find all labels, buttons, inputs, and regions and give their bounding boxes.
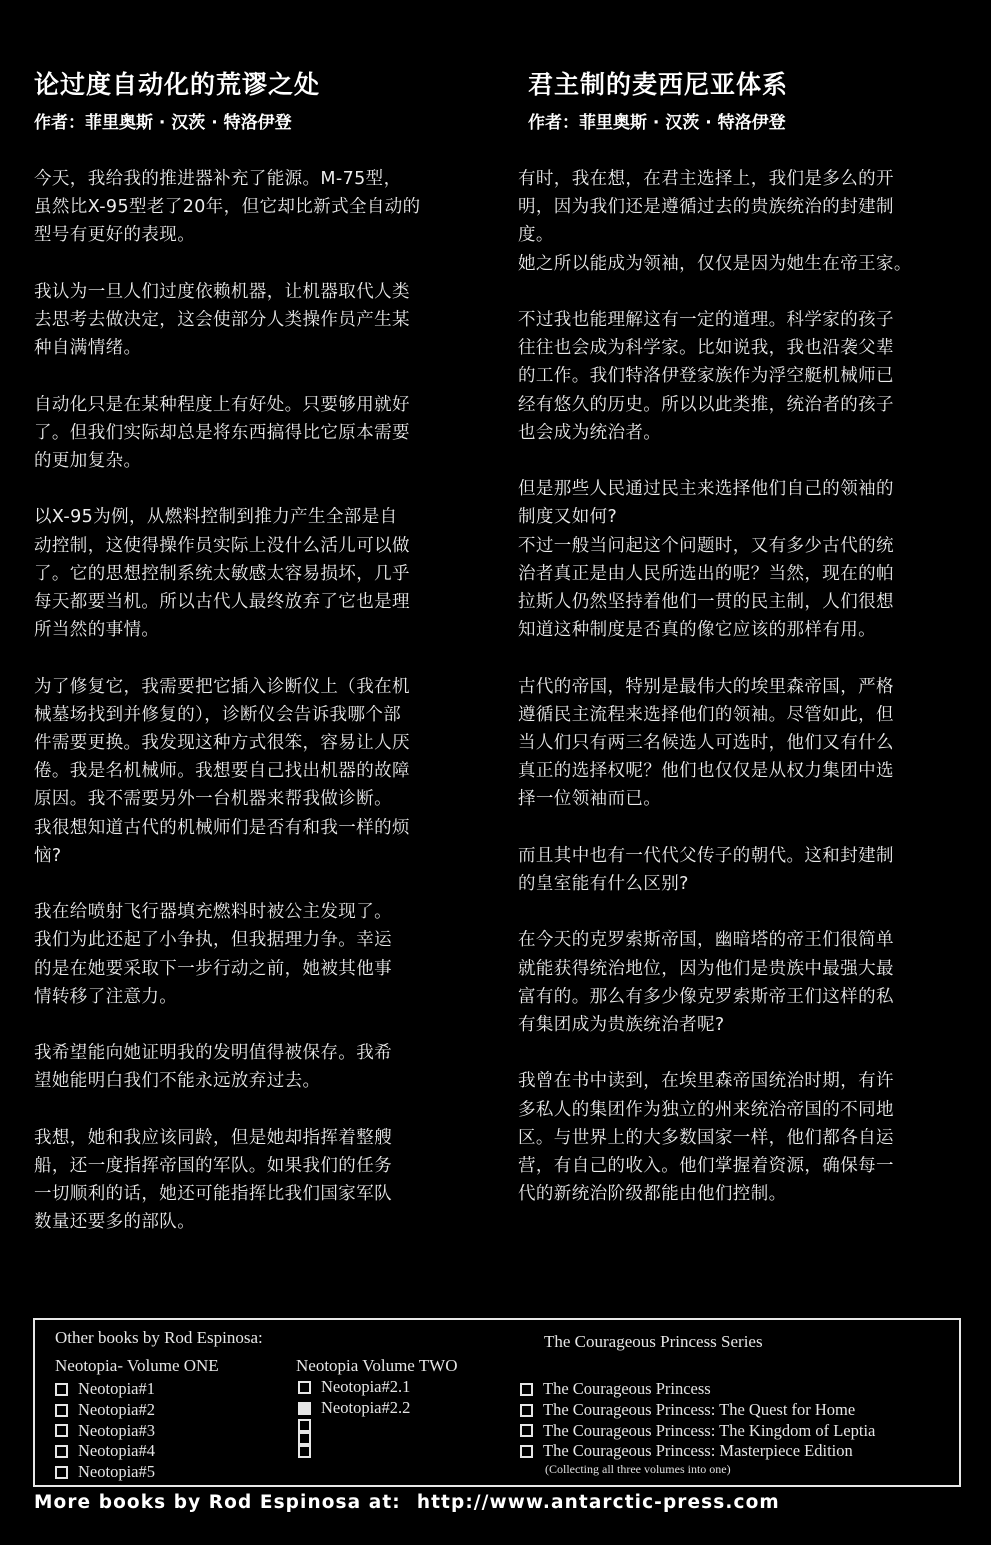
- list-item: [298, 1432, 410, 1445]
- checkbox: [520, 1424, 533, 1437]
- book-title: Neotopia#2: [78, 1399, 155, 1419]
- checkbox: [55, 1424, 68, 1437]
- checkbox: [520, 1404, 533, 1417]
- left-article: [34, 60, 489, 1265]
- courageous-princess-list: [520, 1379, 875, 1462]
- book-title: The Courageous Princess: Masterpiece Edition: [543, 1441, 853, 1461]
- footer-label: More books by Rod Espinosa at:: [34, 1492, 401, 1513]
- book-title: Neotopia#1: [78, 1379, 155, 1398]
- right-article: [518, 60, 966, 1237]
- footer: [34, 1492, 964, 1513]
- paragraph: 古代的帝国，特别是最伟大的埃里森帝国，严格 遵循民主流程来选择他们的领袖。尽管如此，但 当人们只有两三名候选人可选时，他们又有什么 真正的选择权呢？他们也仅仅是从权力集团中选 择一位领袖而已。: [518, 676, 894, 810]
- neotopia-vol2-title: Neotopia Volume TWO: [296, 1356, 458, 1375]
- book-title: Neotopia#5: [78, 1462, 155, 1482]
- list-item: [55, 1462, 155, 1483]
- courageous-princess-series-title: The Courageous Princess Series: [544, 1332, 763, 1351]
- right-article-title: 君主制的麦西尼亚体系: [528, 70, 789, 99]
- list-item: [520, 1441, 875, 1462]
- paragraph: 今天，我给我的推进器补充了能源。M-75型， 虽然比X-95型老了20年，但它却比新式全自动的 型号有更好的表现。: [34, 169, 421, 246]
- paragraph: 有时，我在想，在君主选择上，我们是多么的开 明，因为我们还是遵循过去的贵族统治的封建制 度。 她之所以能成为领袖，仅仅是因为她生在帝王家。: [518, 169, 912, 274]
- neotopia-vol1-list: [55, 1379, 155, 1483]
- paragraph: 以X-95为例，从燃料控制到推力产生全部是自 动控制，这使得操作员实际上没什么活儿可以做 了。它的思想控制系统太敏感太容易损坏，几乎 每天都要当机。所以古代人最终放弃了它也是理 所当然的事情。: [34, 507, 410, 641]
- website-link[interactable]: http://www.antarctic-press.com: [416, 1492, 780, 1513]
- paragraph: 自动化只是在某种程度上有好处。只要够用就好 了。但我们实际却总是将东西搞得比它原本需要 的更加复杂。: [34, 394, 410, 471]
- list-item: [298, 1445, 410, 1458]
- paragraph: 不过我也能理解这有一定的道理。科学家的孩子 往往也会成为科学家。比如说我，我也沿袭父辈 的工作。我们特洛伊登家族作为浮空艇机械师已 经有悠久的历史。所以以此类推，统治者的孩子 也会成为统治者。: [518, 310, 894, 443]
- checkbox: [55, 1404, 68, 1417]
- paragraph: 但是那些人民通过民主来选择他们自己的领袖的 制度又如何? 不过一般当问起这个问题时，又有多少古代的统 治者真正是由人民所选出的呢？当然，现在的帕 拉斯人仍然坚持着他们一贯的民主制，人们很想 知道这种制度是否真的像它应该的那样有用。: [518, 479, 894, 641]
- list-item: [55, 1441, 155, 1462]
- neotopia-vol1-title: Neotopia- Volume ONE: [55, 1356, 219, 1375]
- list-item: [55, 1379, 155, 1400]
- list-item: [55, 1400, 155, 1421]
- checkbox: [55, 1383, 68, 1396]
- neotopia-vol2-list: [298, 1377, 410, 1458]
- paragraph: 而且其中也有一代代父传子的朝代。这和封建制 的皇室能有什么区别?: [518, 845, 894, 895]
- masterpiece-note: (Collecting all three volumes into one): [545, 1462, 731, 1476]
- checkbox: [520, 1383, 533, 1396]
- paragraph: 我曾在书中读到，在埃里森帝国统治时期，有许 多私人的集团作为独立的州来统治帝国的不同地 区。与世界上的大多数国家一样，他们都各自运 营，有自己的收入。他们掌握着资源，确保每一 代的新统治阶级都能由他们控制。: [518, 1071, 894, 1205]
- book-title: The Courageous Princess: [543, 1379, 711, 1398]
- checkbox: [298, 1445, 311, 1458]
- list-item: [55, 1421, 155, 1442]
- other-books-box: [33, 1318, 961, 1487]
- paragraph: 我想，她和我应该同龄，但是她却指挥着整艘 船，还一度指挥帝国的军队。如果我们的任务 一切顺利的话，她还可能指挥比我们国家军队 数量还要多的部队。: [34, 1127, 392, 1233]
- book-title: Neotopia#2.1: [321, 1377, 411, 1396]
- book-title: The Courageous Princess: The Kingdom of Leptia: [543, 1420, 876, 1440]
- paragraph: 我认为一旦人们过度依赖机器，让机器取代人类 去思考去做决定，这会使部分人类操作员产生某 种自满情绪。: [34, 281, 410, 359]
- checkbox: [55, 1445, 68, 1458]
- list-item: [298, 1398, 410, 1419]
- other-books-heading: Other books by Rod Espinosa:: [55, 1328, 263, 1347]
- book-title: Neotopia#4: [78, 1441, 155, 1461]
- book-title: The Courageous Princess: The Quest for Home: [543, 1399, 856, 1419]
- checkbox: [298, 1432, 311, 1445]
- paragraph: 我希望能向她证明我的发明值得被保存。我希 望她能明白我们不能永远放弃过去。: [34, 1043, 392, 1092]
- list-item: [298, 1377, 410, 1398]
- left-article-author: 作者：菲里奥斯 · 汉茨 · 特洛伊登: [34, 113, 292, 133]
- list-item: [520, 1400, 875, 1421]
- left-article-title: 论过度自动化的荒谬之处: [34, 70, 321, 99]
- list-item: [520, 1379, 875, 1400]
- list-item: [298, 1419, 410, 1432]
- list-item: [520, 1421, 875, 1442]
- checkbox: [55, 1466, 68, 1479]
- checkbox: [298, 1402, 311, 1415]
- right-article-author: 作者：菲里奥斯 · 汉茨 · 特洛伊登: [528, 113, 786, 133]
- checkbox: [298, 1419, 311, 1432]
- book-title: Neotopia#3: [78, 1420, 155, 1440]
- paragraph: 在今天的克罗索斯帝国，幽暗塔的帝王们很简单 就能获得统治地位，因为他们是贵族中最强大最 富有的。那么有多少像克罗索斯帝王们这样的私 有集团成为贵族统治者呢?: [518, 930, 894, 1036]
- checkbox: [298, 1381, 311, 1394]
- checkbox: [520, 1445, 533, 1458]
- book-title: Neotopia#2.2: [321, 1397, 411, 1417]
- paragraph: 为了修复它，我需要把它插入诊断仪上（我在机 械墓场找到并修复的），诊断仪会告诉我哪个部 件需要更换。我发现这种方式很笨，容易让人厌 倦。我是名机械师。我想要自己找出机器的故障 原因。我不需要另外一台机器来帮我做诊断。 我很想知道古代的机械师们是否有和我一样的烦 恼?: [34, 676, 410, 866]
- paragraph: 我在给喷射飞行器填充燃料时被公主发现了。 我们为此还起了小争执，但我据理力争。幸运 的是在她要采取下一步行动之前，她被其他事 情转移了注意力。: [34, 902, 392, 1007]
